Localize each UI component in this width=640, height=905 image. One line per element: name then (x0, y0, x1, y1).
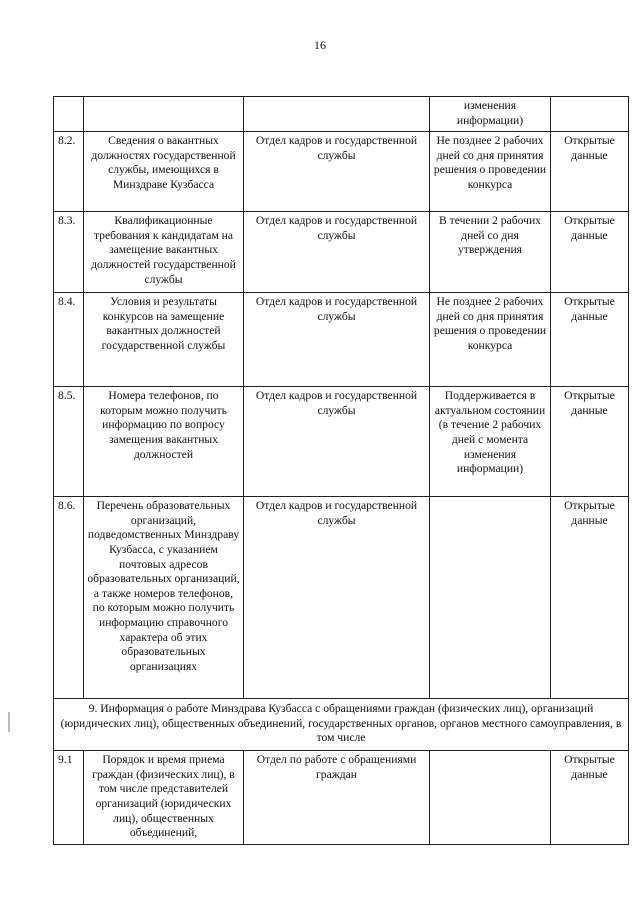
info-name: Условия и результаты конкурсов на замещение вакантных должностей государственной службы (84, 293, 244, 387)
deadline (430, 497, 551, 699)
responsible-department: Отдел по работе с обращениями граждан (244, 751, 430, 845)
info-name: Перечень образовательных организаций, подведомственных Минздраву Кузбасса, с указанием почтовых адресов образовательных организаций, а также номеров телефонов, по которым можно получить информацию справочного характера об этих образовательных организациях (84, 497, 244, 699)
deadline: В течении 2 рабочих дней со дня утверждения (430, 212, 551, 293)
deadline: Не позднее 2 рабочих дней со дня принятия решения о проведении конкурса (430, 293, 551, 387)
access-type: Открытые данные (551, 387, 629, 497)
table-row (54, 387, 629, 497)
table-row (54, 751, 629, 845)
deadline: Поддерживается в актуальном состоянии (в течение 2 рабочих дней с момента изменения информации) (430, 387, 551, 497)
row-number: 8.3. (54, 212, 84, 293)
row-number: 8.5. (54, 387, 84, 497)
table-row (54, 97, 629, 132)
info-name: Порядок и время приема граждан (физических лиц), в том числе представителей организаций (юридических лиц), общественных объединений, (84, 751, 244, 845)
responsible-department: Отдел кадров и государственной службы (244, 212, 430, 293)
access-type (551, 97, 629, 132)
margin-mark (8, 712, 10, 732)
responsible-department: Отдел кадров и государственной службы (244, 132, 430, 212)
deadline (430, 751, 551, 845)
row-number: 8.6. (54, 497, 84, 699)
info-name: Квалификационные требования к кандидатам на замещение вакантных должностей государственной службы (84, 212, 244, 293)
deadline: изменения информации) (430, 97, 551, 132)
access-type: Открытые данные (551, 132, 629, 212)
info-name (84, 97, 244, 132)
section-row (54, 699, 629, 751)
page-number: 16 (314, 38, 326, 52)
responsible-department: Отдел кадров и государственной службы (244, 497, 430, 699)
row-number (54, 97, 84, 132)
responsible-department (244, 97, 430, 132)
info-name: Сведения о вакантных должностях государственной службы, имеющихся в Минздраве Кузбасса (84, 132, 244, 212)
access-type: Открытые данные (551, 293, 629, 387)
row-number: 8.4. (54, 293, 84, 387)
access-type: Открытые данные (551, 751, 629, 845)
responsible-department: Отдел кадров и государственной службы (244, 293, 430, 387)
info-name: Номера телефонов, по которым можно получить информацию по вопросу замещения вакантных должностей (84, 387, 244, 497)
responsible-department: Отдел кадров и государственной службы (244, 387, 430, 497)
access-type: Открытые данные (551, 212, 629, 293)
row-number: 8.2. (54, 132, 84, 212)
section-heading: 9. Информация о работе Минздрава Кузбасса с обращениями граждан (физических лиц), организаций (юридических лиц), общественных объединений, государственных органов, органов местного самоуправления, в том числе (54, 699, 629, 751)
deadline: Не позднее 2 рабочих дней со дня принятия решения о проведении конкурса (430, 132, 551, 212)
information-table (53, 96, 629, 845)
table-row (54, 497, 629, 699)
table-row (54, 293, 629, 387)
access-type: Открытые данные (551, 497, 629, 699)
row-number: 9.1 (54, 751, 84, 845)
table-row (54, 132, 629, 212)
table-row (54, 212, 629, 293)
